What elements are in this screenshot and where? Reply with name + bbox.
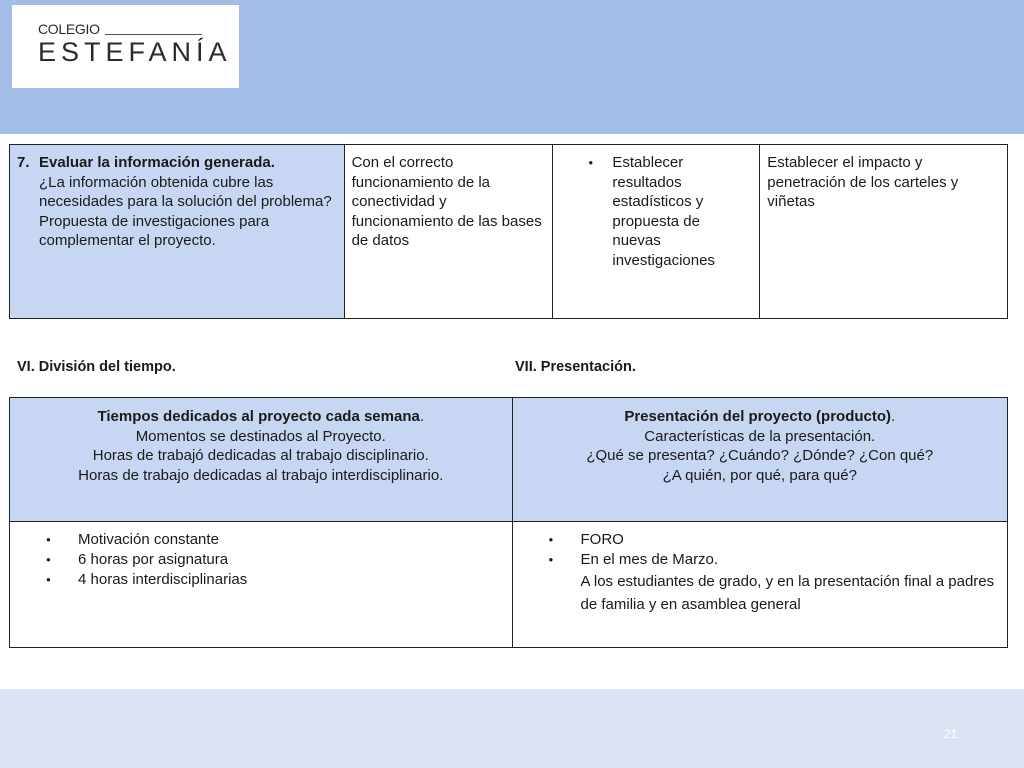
time-presentation-table <box>9 397 1008 648</box>
step-title: Evaluar la información generada. <box>39 154 275 171</box>
logo-main-text: ESTEFANÍA <box>38 37 232 67</box>
header-line: ¿A quién, por qué, para qué? <box>662 466 857 484</box>
table-row <box>10 145 1008 319</box>
list-item: ● En el mes de Marzo. <box>521 550 999 570</box>
results-list <box>560 153 752 270</box>
condition-cell: Con el correcto funcionamiento de la conectividad y funcionamiento de las bases de datos <box>344 145 553 319</box>
list-item: ● 6 horas por asignatura <box>18 550 504 570</box>
section-vi-title: VI. División del tiempo. <box>17 359 176 375</box>
presentation-audience: A los estudiantes de grado, y en la presentación final a padres de familia y en asamblea general <box>580 573 995 613</box>
school-logo <box>12 5 239 88</box>
table-row <box>10 522 1008 648</box>
header-line: Características de la presentación. <box>644 427 876 445</box>
table-row <box>10 398 1008 522</box>
presentation-list <box>521 530 999 570</box>
step-number: 7. <box>17 154 30 171</box>
presentation-header-title: Presentación del proyecto (producto) <box>624 408 892 425</box>
results-cell <box>553 145 760 319</box>
section-vii-title: VII. Presentación. <box>515 359 636 375</box>
list-item: ● Establecer resultados estadísticos y propuesta de nuevas investigaciones <box>560 153 752 270</box>
presentation-body-cell <box>512 522 1007 648</box>
time-header-title-row <box>18 407 504 427</box>
header-line: Horas de trabajó dedicadas al trabajo disciplinario. <box>92 447 429 464</box>
impact-cell: Establecer el impacto y penetración de los carteles y viñetas <box>760 145 1008 319</box>
list-item: ● FORO <box>521 530 999 550</box>
step-7 <box>17 153 337 251</box>
presentation-header-title-row <box>521 407 999 427</box>
time-header-title: Tiempos dedicados al proyecto cada semana <box>97 408 420 425</box>
page-number: 21 <box>944 727 958 741</box>
evaluation-table <box>9 144 1008 319</box>
presentation-header-cell <box>512 398 1007 522</box>
step-line: Propuesta de investigaciones para complementar el proyecto. <box>39 212 270 249</box>
header-line: Momentos se destinados al Proyecto. <box>135 427 386 445</box>
list-item: ● Motivación constante <box>18 530 504 550</box>
time-list <box>18 530 504 590</box>
evaluation-step-cell <box>10 145 345 319</box>
step-body <box>39 153 337 251</box>
footer-band <box>0 689 1024 768</box>
header-line: Horas de trabajo dedicadas al trabajo interdisciplinario. <box>78 466 444 484</box>
title-suffix: . <box>891 408 896 425</box>
step-line: ¿La información obtenida cubre las necesidades para la solución del problema? <box>39 173 332 210</box>
time-header-cell <box>10 398 513 522</box>
header-line: ¿Qué se presenta? ¿Cuándo? ¿Dónde? ¿Con qué? <box>586 447 934 464</box>
logo-rule <box>105 34 202 35</box>
title-suffix: . <box>419 408 425 425</box>
list-item: ● 4 horas interdisciplinarias <box>18 570 504 590</box>
logo-top-text: COLEGIO <box>38 21 100 37</box>
time-body-cell <box>10 522 513 648</box>
